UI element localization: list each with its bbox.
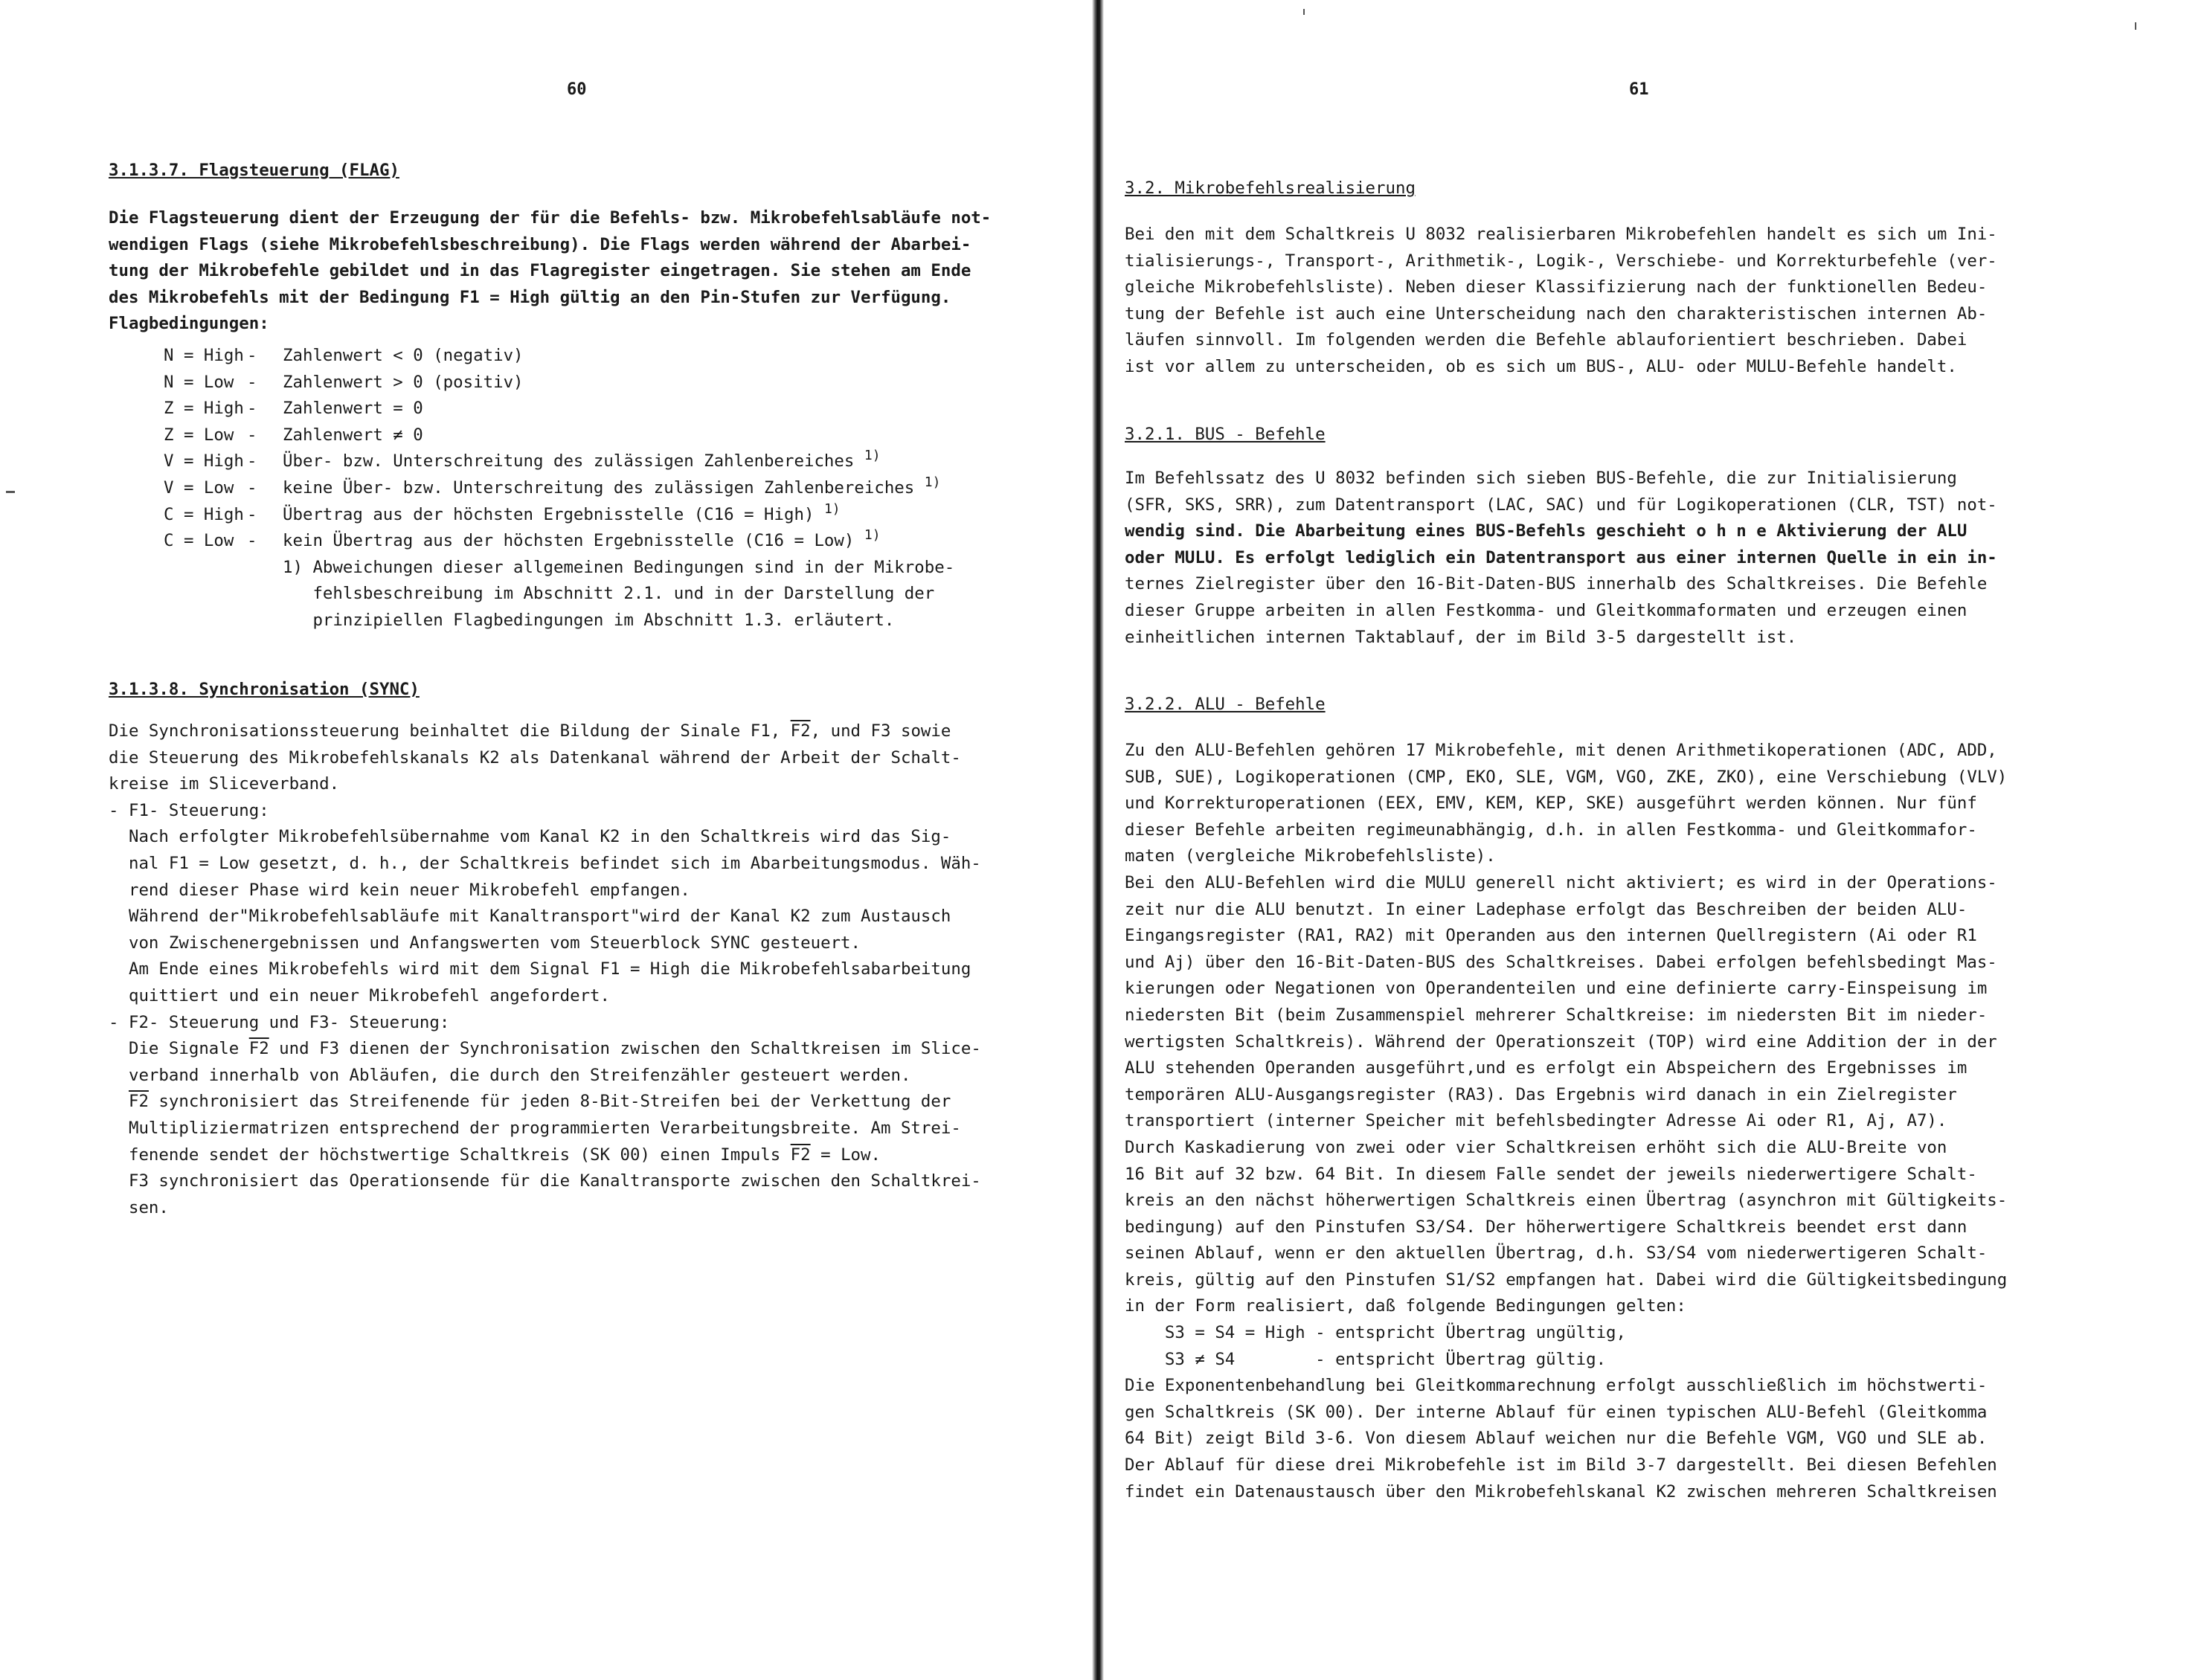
alu-paragraph <box>1125 738 2181 1505</box>
text-line: kreis an den nächst höherwertigen Schaltkreis einen Übertrag (asynchron mit Gültigkeits- <box>1125 1191 2008 1211</box>
text-line: tung der Befehle ist auch eine Unterscheidung nach den charakteristischen internen Ab- <box>1125 303 1988 324</box>
text-line: Die Synchronisationssteuerung beinhaltet die Bildung der Sinale F1, F2, und F3 sowie <box>109 721 951 741</box>
section-heading: 3.1.3.7. Flagsteuerung (FLAG) <box>109 161 399 180</box>
text-line: wendig sind. Die Abarbeitung eines BUS-Befehls geschieht o h n e Aktivierung der ALU <box>1125 521 1967 541</box>
scan-mark <box>2135 22 2136 30</box>
text-line: gleiche Mikrobefehlsliste). Neben dieser Klassifizierung nach der funktionellen Bedeu- <box>1125 277 1988 297</box>
text-line: bedingung) auf den Pinstufen S3/S4. Der höherwertigere Schaltkreis beendet erst dann <box>1125 1217 1967 1237</box>
text-line: Multipliziermatrizen entsprechend der programmierten Verarbeitungsbreite. Am Strei- <box>109 1118 961 1138</box>
text-line: des Mikrobefehls mit der Bedingung F1 = High gültig an den Pin-Stufen zur Verfügung. <box>109 287 951 307</box>
footnote-marker: 1) <box>864 448 881 464</box>
flag-intro-paragraph <box>109 205 1068 338</box>
text-line: niedersten Bit (beim Zusammenspiel mehrerer Schaltkreise: im niedersten Bit im nieder- <box>1125 1005 1988 1025</box>
text-line: kreis, gültig auf den Pinstufen S1/S2 empfangen hat. Dabei wird die Gültigkeitsbedingung <box>1125 1269 2008 1290</box>
text-line: 16 Bit auf 32 bzw. 64 Bit. In diesem Falle sendet der jeweils niederwertigere Schalt- <box>1125 1164 1977 1184</box>
section-heading: 3.1.3.8. Synchronisation (SYNC) <box>109 680 420 699</box>
text-line: temporären ALU-Ausgangsregister (RA3). Das Ergebnis wird danach in ein Zielregister <box>1125 1084 1957 1104</box>
section-heading: 3.2. Mikrobefehlsrealisierung <box>1125 178 1416 198</box>
text-line: SUB, SUE), Logikoperationen (CMP, EKO, SLE, VGM, VGO, ZKE, ZKO), eine Verschiebung (VLV) <box>1125 767 2008 787</box>
text-line: Während der"Mikrobefehlsabläufe mit Kanaltransport"wird der Kanal K2 zum Austausch <box>109 907 951 927</box>
text-line: Nach erfolgter Mikrobefehlsübernahme vom Kanal K2 in den Schaltkreis wird das Sig- <box>109 827 951 847</box>
text-line: oder MULU. Es erfolgt lediglich ein Datentransport aus einer internen Quelle in ein in- <box>1125 547 1997 567</box>
sync-paragraph <box>109 718 1068 1221</box>
f2-overline-symbol: F2 <box>248 1039 269 1059</box>
text-line: Die Flagsteuerung dient der Erzeugung der für die Befehls- bzw. Mikrobefehlsabläufe not- <box>109 208 992 228</box>
text-line: - F2- Steuerung und F3- Steuerung: <box>109 1012 450 1032</box>
page-number: 60 <box>567 80 587 99</box>
text-line: gen Schaltkreis (SK 00). Der interne Ablauf für einen typischen ALU-Befehl (Gleitkomma <box>1125 1402 1988 1422</box>
text-line: wertigsten Schaltkreis). Während der Operationszeit (TOP) wird eine Addition der in der <box>1125 1032 1997 1052</box>
section-synchronisation <box>109 677 1068 704</box>
text-line: zeit nur die ALU benutzt. In einer Ladephase erfolgt das Beschreiben der beiden ALU- <box>1125 899 1967 919</box>
text-line: kreise im Sliceverband. <box>109 774 340 794</box>
text-line: Eingangsregister (RA1, RA2) mit Operanden aus den internen Quellregistern (Ai oder R1 <box>1125 926 1977 946</box>
text-line: von Zwischenergebnissen und Anfangswerten vom Steuerblock SYNC gesteuert. <box>109 933 861 953</box>
section-alu-befehle <box>1125 692 2181 718</box>
text-line: F2 synchronisiert das Streifenende für jeden 8-Bit-Streifen bei der Verkettung der <box>128 1092 951 1112</box>
text-line: sen. <box>109 1197 169 1217</box>
f2-overline-symbol: F2 <box>790 1145 811 1165</box>
left-page <box>0 0 1093 1680</box>
footnote-marker: 1) <box>864 527 881 544</box>
text-line: prinzipiellen Flagbedingungen im Abschnitt 1.3. erläutert. <box>283 610 895 630</box>
realisierung-paragraph <box>1125 222 2181 381</box>
flag-footnote <box>164 555 1123 634</box>
text-line: wendigen Flags (siehe Mikrobefehlsbeschreibung). Die Flags werden während der Abarbei- <box>109 234 971 254</box>
flag-row: N = Low - Zahlenwert > 0 (positiv) <box>164 372 524 392</box>
text-line: (SFR, SKS, SRR), zum Datentransport (LAC, SAC) und für Logikoperationen (CLR, TST) not- <box>1125 495 1997 515</box>
text-line: S3 = S4 = High - entspricht Übertrag ungültig, <box>1125 1323 1627 1343</box>
text-line: S3 ≠ S4 - entspricht Übertrag gültig. <box>1125 1349 1607 1369</box>
flag-row: V = High - Über- bzw. Unterschreitung des zulässigen Zahlenbereiches $^{1)}$ <box>164 448 881 472</box>
text-line: maten (vergleiche Mikrobefehlsliste). <box>1125 846 1496 866</box>
text-line: rend dieser Phase wird kein neuer Mikrobefehl empfangen. <box>109 880 690 900</box>
flag-row: N = High - Zahlenwert < 0 (negativ) <box>164 346 524 365</box>
text-line: Die Signale F2 und F3 dienen der Synchronisation zwischen den Schaltkreisen im Slice- <box>109 1039 981 1059</box>
text-line: Durch Kaskadierung von zwei oder vier Schaltkreisen erhöht sich die ALU-Breite von <box>1125 1137 1947 1157</box>
text-line: findet ein Datenaustausch über den Mikrobefehlskanal K2 zwischen mehreren Schaltkreisen <box>1125 1481 1997 1502</box>
text-line: kierungen oder Negationen von Operandenteilen und eine definierte carry-Einspeisung im <box>1125 979 1988 999</box>
flag-row: Z = Low - Zahlenwert ≠ 0 <box>164 425 423 445</box>
flag-row: V = Low - keine Über- bzw. Unterschreitung des zulässigen Zahlenbereiches $^{1)}$ <box>164 474 941 498</box>
text-line: einheitlichen internen Taktablauf, der im Bild 3-5 dargestellt ist. <box>1125 627 1797 647</box>
text-line: nal F1 = Low gesetzt, d. h., der Schaltkreis befindet sich im Abarbeitungsmodus. Wäh- <box>109 853 981 873</box>
text-line: ternes Zielregister über den 16-Bit-Daten-BUS innerhalb des Schaltkreises. Die Befehle <box>1125 574 1988 594</box>
text-line: quittiert und ein neuer Mikrobefehl angefordert. <box>109 985 611 1005</box>
section-heading: 3.2.1. BUS - Befehle <box>1125 425 1326 444</box>
text-line: Bei den ALU-Befehlen wird die MULU generell nicht aktiviert; es wird in der Operations- <box>1125 872 1997 892</box>
text-line: und Aj) über den 16-Bit-Daten-BUS des Schaltkreises. Dabei erfolgen befehlsbedingt Mas- <box>1125 952 1997 972</box>
flag-row: C = Low - kein Übertrag aus der höchsten Ergebnisstelle (C16 = Low) $^{1)}$ <box>164 527 881 551</box>
text-line: die Steuerung des Mikrobefehlskanals K2 als Datenkanal während der Arbeit der Schalt- <box>109 747 961 767</box>
text-line: Zu den ALU-Befehlen gehören 17 Mikrobefehle, mit denen Arithmetikoperationen (ADC, ADD, <box>1125 741 1997 760</box>
text-line: und Korrekturoperationen (EEX, EMV, KEM, KEP, SKE) ausgeführt werden können. Nur fünf <box>1125 794 1977 814</box>
text-line: Die Exponentenbehandlung bei Gleitkommarechnung erfolgt ausschließlich im höchstwerti- <box>1125 1376 1988 1396</box>
text-line: Am Ende eines Mikrobefehls wird mit dem Signal F1 = High die Mikrobefehlsabarbeitung <box>109 959 971 979</box>
text-line: Flagbedingungen: <box>109 314 269 334</box>
text-line: 64 Bit) zeigt Bild 3-6. Von diesem Ablauf weichen nur die Befehle VGM, VGO und SLE ab. <box>1125 1429 1988 1449</box>
text-line: ist vor allem zu unterscheiden, ob es sich um BUS-, ALU- oder MULU-Befehle handelt. <box>1125 356 1957 376</box>
text-line: dieser Gruppe arbeiten in allen Festkomma- und Gleitkommaformaten und erzeugen einen <box>1125 600 1967 620</box>
text-line: Im Befehlssatz des U 8032 befinden sich sieben BUS-Befehle, die zur Initialisierung <box>1125 469 1957 488</box>
text-line: transportiert (interner Speicher mit befehlsbedingter Adresse Ai oder R1, Aj, A7). <box>1125 1111 1947 1131</box>
scan-mark <box>6 491 15 493</box>
footnote-marker: 1) <box>924 474 941 490</box>
text-line: Bei den mit dem Schaltkreis U 8032 realisierbaren Mikrobefehlen handelt es sich um Ini- <box>1125 225 1997 244</box>
f2-overline-symbol: F2 <box>790 721 811 741</box>
text-line: fehlsbeschreibung im Abschnitt 2.1. und in der Darstellung der <box>283 584 935 604</box>
flag-conditions-list <box>164 343 1123 634</box>
scan-mark <box>1303 9 1305 15</box>
text-line: dieser Befehle arbeiten regimeunabhängig, d.h. in allen Festkomma- und Gleitkommafor- <box>1125 820 1977 840</box>
text-line: Der Ablauf für diese drei Mikrobefehle ist im Bild 3-7 dargestellt. Bei diesen Befehlen <box>1125 1455 1997 1475</box>
text-line: in der Form realisiert, daß folgende Bedingungen gelten: <box>1125 1296 1686 1316</box>
section-mikrobefehlsrealisierung <box>1125 176 2181 202</box>
text-line: tung der Mikrobefehle gebildet und in das Flagregister eingetragen. Sie stehen am Ende <box>109 261 971 281</box>
flag-row: C = High - Übertrag aus der höchsten Ergebnisstelle (C16 = High) $^{1)}$ <box>164 501 841 524</box>
section-bus-befehle <box>1125 422 2181 448</box>
text-line: ALU stehenden Operanden ausgeführt,und es erfolgt ein Abspeichern des Ergebnisses im <box>1125 1058 1967 1078</box>
page-number: 61 <box>1629 80 1649 99</box>
text-line: seinen Ablauf, wenn er den aktuellen Übertrag, d.h. S3/S4 vom niederwertigeren Schalt- <box>1125 1243 1988 1264</box>
f2-overline-symbol: F2 <box>128 1092 149 1112</box>
text-line: - F1- Steuerung: <box>109 800 269 820</box>
footnote-marker: 1) <box>823 501 841 517</box>
text-line: 1) Abweichungen dieser allgemeinen Bedingungen sind in der Mikrobe- <box>283 557 955 577</box>
section-heading: 3.2.2. ALU - Befehle <box>1125 695 1326 714</box>
text-line: läufen sinnvoll. Im folgenden werden die Befehle ablauforientiert beschrieben. Dabei <box>1125 330 1967 350</box>
flag-row: Z = High - Zahlenwert = 0 <box>164 399 423 419</box>
text-line: F3 synchronisiert das Operationsende für die Kanaltransporte zwischen den Schaltkrei- <box>109 1171 981 1191</box>
text-line: fenende sendet der höchstwertige Schaltkreis (SK 00) einen Impuls F2 = Low. <box>109 1145 881 1165</box>
bus-paragraph <box>1125 466 2181 651</box>
section-flagsteuerung <box>109 158 1068 184</box>
text-line: tialisierungs-, Transport-, Arithmetik-, Logik-, Verschiebe- und Korrekturbefehle (ver- <box>1125 251 1997 271</box>
text-line: verband innerhalb von Abläufen, die durch den Streifenzähler gesteuert werden. <box>109 1065 911 1085</box>
right-page <box>1108 0 2207 1680</box>
book-spine <box>1092 0 1104 1680</box>
